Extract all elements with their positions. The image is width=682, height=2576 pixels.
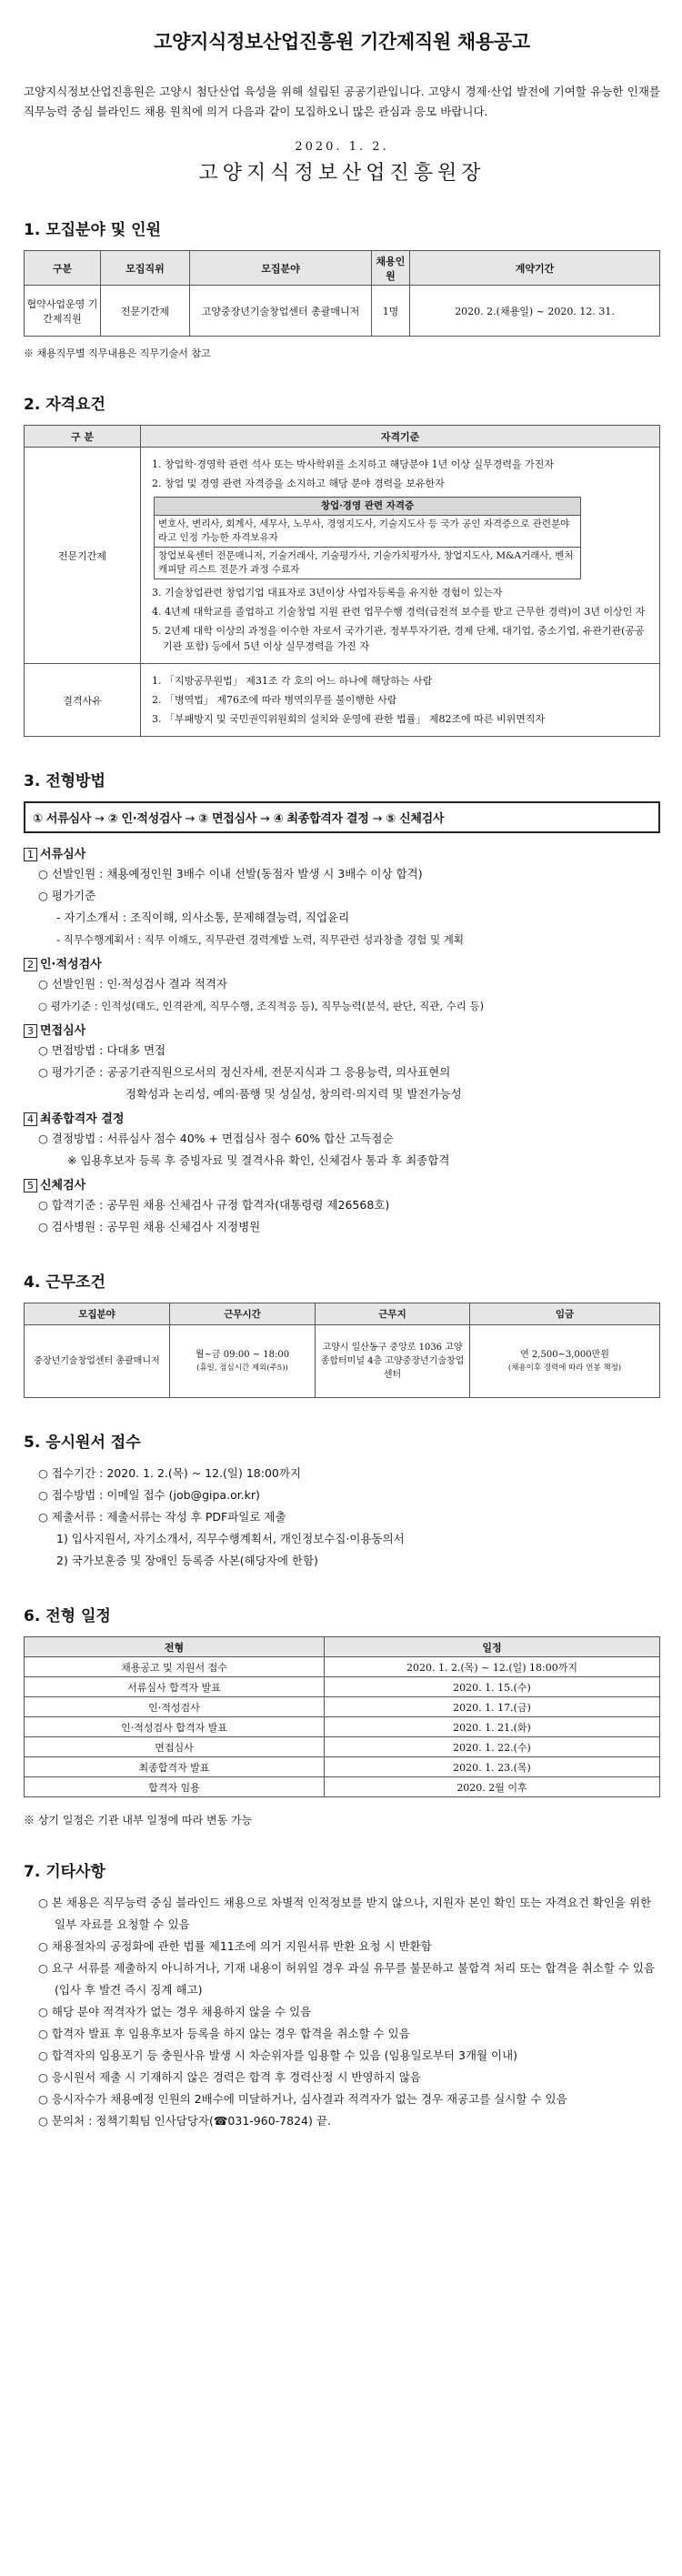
step-title: 면접심사: [40, 1024, 86, 1038]
disqualification-list: [145, 673, 656, 727]
qual-list-b: [145, 585, 656, 654]
certificate-table: [154, 497, 581, 579]
disq-item: 2. 「병역법」 제76조에 따라 병역의무를 불이행한 사람: [152, 694, 397, 706]
step-medical-exam: [24, 1175, 660, 1238]
qual-item: 2. 창업 및 경영 관련 자격증을 소지하고 해당 분야 경력을 보유한자: [152, 478, 445, 489]
application-line: ○ 접수기간 : 2020. 1. 2.(목) ~ 12.(일) 18:00까지: [38, 1466, 302, 1480]
cell-field: 고양중장년기술창업센터 총괄매니저: [190, 286, 372, 337]
col-header: 모집직위: [101, 251, 190, 286]
cell-position: 전문기간제: [101, 286, 190, 337]
section-heading-conditions: 4. 근무조건: [24, 1273, 105, 1292]
cell-date: 2020. 1. 17.(금): [325, 1697, 660, 1717]
col-header: 자격기준: [141, 426, 660, 448]
cell-date: 2020. 1. 21.(화): [325, 1717, 660, 1737]
cell-pay-note: (채용이후 경력에 따라 연봉 책정): [507, 1363, 622, 1373]
misc-item: ○ 문의처 : 정책기획팀 인사담당자(☎031-960-7824) 끝.: [38, 2114, 331, 2128]
cell-stage: 서류심사 합격자 발표: [25, 1677, 325, 1697]
flow-step: ③ 면접심사: [198, 812, 256, 826]
cell-stage: 합격자 임용: [25, 1777, 325, 1797]
misc-item: ○ 응시원서 제출 시 기재하지 않은 경력은 합격 후 경력산정 시 반영하지 않음: [38, 2070, 421, 2084]
flow-step: ② 인·적성검사: [107, 812, 182, 826]
application-line: ○ 접수방법 : 이메일 접수 (job@gipa.or.kr): [38, 1488, 260, 1502]
step-number: 1: [24, 848, 37, 861]
step-title: 최종합격자 결정: [40, 1112, 125, 1126]
cell-date: 2020. 1. 22.(수): [325, 1737, 660, 1757]
step-title: 서류심사: [40, 848, 86, 861]
step-line: - 자기소개서 : 조직이해, 의사소통, 문제해결능력, 직업윤리: [56, 911, 350, 924]
cell-pay: 연 2,500~3,000만원: [520, 1349, 609, 1360]
flow-step: ④ 최종합격자 결정: [273, 812, 369, 826]
step-line: ○ 평가기준 : 공공기관직원으로서의 정신자세, 전문지식과 그 응용능력, 의사표현의: [38, 1065, 451, 1079]
step-number: 5: [24, 1179, 37, 1192]
misc-item: ○ 합격자 발표 후 임용후보자 등록을 하지 않는 경우 합격을 취소할 수 있음: [38, 2027, 410, 2040]
step-aptitude-test: [24, 954, 660, 1017]
cell-date: 2020. 1. 2.(목) ~ 12.(일) 18:00까지: [325, 1657, 660, 1677]
certificate-row: 변호사, 변리사, 회계사, 세무사, 노무사, 경영지도사, 기술지도사 등 국가 공인 자격증으로 관련분야라고 인정 가능한 자격보유자: [155, 516, 581, 548]
table-row: [25, 1777, 660, 1797]
recruitment-table: [24, 250, 660, 337]
disq-item: 3. 「부패방지 및 국민권익위원회의 설치와 운영에 관한 법률」 제82조에 따른 비위면직자: [152, 713, 546, 725]
intro-paragraph: 고양지식정보산업진흥원은 고양시 첨단산업 육성을 위해 설립된 공공기관입니다. 고양시 경제·산업 발전에 기여할 유능한 인재를 직무능력 중심 블라인드 채용 원칙에 의거 다음과 같이 모집하오니 많은 관심과 응모 바랍니다.: [24, 85, 660, 118]
step-final-decision: [24, 1109, 660, 1172]
table-row: [25, 1757, 660, 1777]
table-row: [25, 1657, 660, 1677]
cell-stage: 최종합격자 발표: [25, 1757, 325, 1777]
row-label-disqualification: 결격사유: [25, 664, 141, 737]
misc-item: ○ 해당 분야 적격자가 없는 경우 채용하지 않을 수 있음: [38, 2005, 312, 2018]
table-row: [25, 1697, 660, 1717]
cell-field: 중장년기술창업센터 총괄매니저: [25, 1325, 170, 1398]
arrow-icon: →: [260, 812, 270, 826]
step-line: ○ 면접방법 : 다대多 면접: [38, 1043, 166, 1057]
section-heading-recruitment: 1. 모집분야 및 인원: [24, 221, 161, 239]
step-title: 인·적성검사: [40, 958, 102, 971]
col-header: 모집분야: [190, 251, 372, 286]
recruitment-note: ※ 채용직무별 직무내용은 직무기술서 참고: [24, 347, 211, 359]
step-line: 정확성과 논리성, 예의·품행 및 성실성, 창의력·의지력 및 발전가능성: [125, 1087, 462, 1101]
step-line: ○ 선발인원 : 채용예정인원 3배수 이내 선발(동점자 발생 시 3배수 이상 합격): [38, 867, 423, 880]
schedule-table: [24, 1636, 660, 1797]
section-heading-application: 5. 응시원서 접수: [24, 1434, 141, 1452]
cell-stage: 인·적성검사: [25, 1697, 325, 1717]
step-line: ○ 평가기준 : 인적성(태도, 인격관계, 직무수행, 조직적응 등), 직무능력(분석, 판단, 직관, 수리 등): [38, 1000, 485, 1012]
table-row: [25, 1677, 660, 1697]
section-heading-selection: 3. 전형방법: [24, 772, 105, 790]
cell-stage: 면접심사: [25, 1737, 325, 1757]
cell-period: 2020. 2.(채용일) ~ 2020. 12. 31.: [410, 286, 660, 337]
misc-item: ○ 합격자의 임용포기 등 충원사유 발생 시 차순위자를 임용할 수 있음 (임용일로부터 3개월 이내): [38, 2048, 518, 2062]
col-header: 근무시간: [170, 1303, 316, 1325]
step-number: 3: [24, 1024, 37, 1038]
step-number: 2: [24, 958, 37, 971]
disq-item: 1. 「지방공무원법」 제31조 각 호의 어느 하나에 해당하는 사람: [152, 675, 433, 687]
col-header: 임금: [470, 1303, 660, 1325]
step-line: ○ 평가기준: [38, 889, 96, 902]
col-header: 구 분: [25, 426, 141, 448]
qual-item: 3. 기술창업관련 창업기업 대표자로 3년이상 사업자등록을 유지한 경험이 있는자: [152, 587, 503, 599]
step-line: ○ 합격기준 : 공무원 채용 신체검사 규정 합격자(대통령령 제26568호): [38, 1198, 390, 1212]
step-line: - 직무수행계획서 : 직무 이해도, 직무관련 경력계발 노력, 직무관련 성과창출 경험 및 계획: [56, 933, 465, 946]
col-header: 구분: [25, 251, 101, 286]
col-header: 전형: [25, 1637, 325, 1657]
col-header: 모집분야: [25, 1303, 170, 1325]
step-line: ○ 결정방법 : 서류심사 점수 40% + 면접심사 점수 60% 합산 고득점순: [38, 1132, 394, 1145]
arrow-icon: →: [372, 812, 383, 826]
table-row: [25, 1737, 660, 1757]
cell-date: 2020. 1. 15.(수): [325, 1677, 660, 1697]
application-line: 1) 입사지원서, 자기소개서, 직무수행계획서, 개인정보수집·이용동의서: [56, 1532, 405, 1545]
application-line: 2) 국가보훈증 및 장애인 등록증 사본(해당자에 한함): [56, 1554, 318, 1567]
qual-item: 1. 창업학·경영학 관련 석사 또는 박사학위를 소지하고 해당분야 1년 이상 실무경력을 가진자: [152, 458, 554, 470]
cell-date: 2020. 1. 23.(목): [325, 1757, 660, 1777]
col-header: 근무지: [316, 1303, 470, 1325]
step-number: 4: [24, 1112, 37, 1126]
cell-count: 1명: [372, 286, 410, 337]
flow-step: ① 서류심사: [33, 812, 91, 826]
step-document-review: [24, 844, 660, 951]
misc-item: ○ 채용절차의 공정화에 관한 법률 제11조에 의거 지원서류 반환 요청 시 반환함: [38, 1939, 432, 1953]
table-row: [25, 1717, 660, 1737]
col-header: 계약기간: [410, 251, 660, 286]
step-line: ※ 임용후보자 등록 후 증빙자료 및 결격사유 확인, 신체검사 통과 후 최종합격: [67, 1153, 450, 1167]
misc-item: ○ 응시자수가 채용예정 인원의 2배수에 미달하거나, 심사결과 적격자가 없는 경우 재공고를 실시할 수 있음: [38, 2092, 567, 2106]
section-heading-qualifications: 2. 자격요건: [24, 396, 105, 414]
cell-place: 고양시 일산동구 중앙로 1036 고양종합터미널 4층 고양중장년기술창업센터: [316, 1325, 470, 1398]
cell-hours-note: (휴일, 점심시간 제외(주5)): [196, 1363, 288, 1373]
conditions-table: [24, 1303, 660, 1398]
qual-item: 4. 4년제 대학교를 졸업하고 기술창업 지원 관련 업무수행 경력(급전적 보수를 받고 근무한 경력)이 3년 이상인 자: [152, 606, 646, 618]
step-interview: [24, 1021, 660, 1105]
step-line: ○ 검사병원 : 공무원 채용 신체검사 지정병원: [38, 1220, 261, 1233]
issuer: 고양지식정보산업진흥원장: [198, 162, 486, 185]
qualifications-table: [24, 425, 660, 737]
certificate-header: 창업·경영 관련 자격증: [155, 498, 581, 516]
col-header: 채용인원: [372, 251, 410, 286]
cell-hours: 월~금 09:00 ~ 18:00: [195, 1349, 290, 1360]
section-heading-schedule: 6. 전형 일정: [24, 1607, 111, 1625]
col-header: 일정: [325, 1637, 660, 1657]
page-title: 고양지식정보산업진흥원 기간제직원 채용공고: [154, 31, 530, 53]
misc-item: ○ 본 채용은 직무능력 중심 블라인드 채용으로 차별적 인적정보를 받지 않으나, 지원자 본인 확인 또는 자격요건 확인을 위한 일부 자료를 요청할 수 있음: [38, 1896, 652, 1931]
arrow-icon: →: [94, 812, 105, 826]
application-line: ○ 제출서류 : 제출서류는 작성 후 PDF파일로 제출: [38, 1510, 286, 1524]
certificate-row: 창업보육센터 전문매니저, 기술거래사, 기술평가사, 기술가치평가사, 창업지도사, M&A거래사, 벤처캐피탈 리스트 전문가 과정 수료자: [155, 548, 581, 579]
cell-date: 2020. 2월 이후: [325, 1777, 660, 1797]
schedule-note: ※ 상기 일정은 기관 내부 일정에 따라 변동 가능: [24, 1814, 253, 1826]
step-title: 신체검사: [40, 1179, 86, 1192]
notice-date: 2020. 1. 2.: [295, 140, 389, 154]
cell-division: 협약사업운영 기간제직원: [25, 286, 101, 337]
misc-item: ○ 요구 서류를 제출하지 아니하거나, 기재 내용이 허위일 경우 과실 유무를 불문하고 불합격 처리 또는 합격을 취소할 수 있음(입사 후 발견 즉시 징계 해고): [38, 1961, 656, 1997]
section-heading-misc: 7. 기타사항: [24, 1863, 105, 1881]
selection-flow: [24, 801, 660, 833]
cell-stage: 채용공고 및 지원서 접수: [25, 1657, 325, 1677]
qual-item: 5. 2년제 대학 이상의 과정을 이수한 자로서 국가기관, 정부투자기관, 경제 단체, 대기업, 중소기업, 유관기관(공공기관 포함) 등에서 5년 이상 실무경력을 가진 자: [152, 625, 645, 652]
arrow-icon: →: [185, 812, 196, 826]
row-label-specialist: 전문기간제: [25, 448, 141, 664]
step-line: ○ 선발인원 : 인·적성검사 결과 적격자: [38, 977, 228, 991]
qual-list-a: [145, 457, 656, 491]
flow-step: ⑤ 신체검사: [386, 812, 445, 826]
cell-stage: 인·적성검사 합격자 발표: [25, 1717, 325, 1737]
